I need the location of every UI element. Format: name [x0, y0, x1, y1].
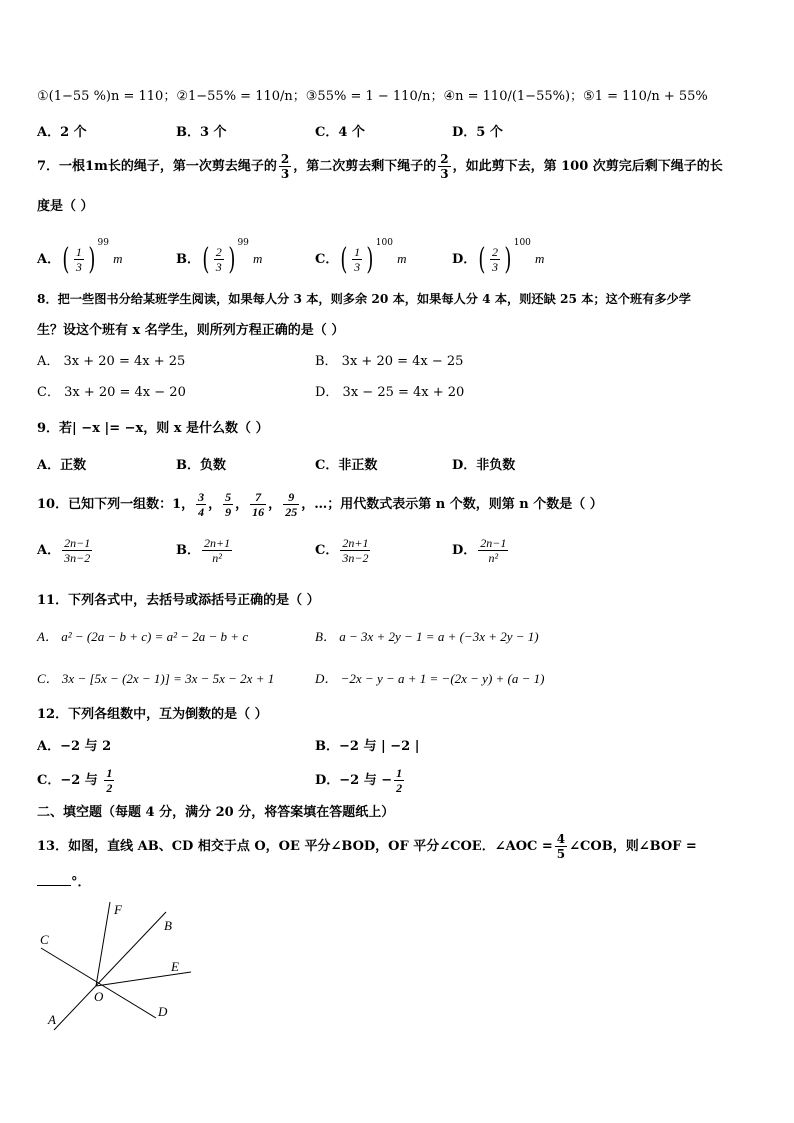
q7-stem-part-c: ，如此剪下去，第 100 次剪完后剩下绳子的长 [452, 159, 723, 174]
q8-option-d[interactable]: D． 3x − 25 = 4x + 20 [315, 385, 465, 400]
q13-figure [36, 900, 206, 1040]
q9-stem: 9．若| −x |= −x，则 x 是什么数（ ） [37, 421, 269, 436]
line-ab [54, 912, 166, 1030]
q7-option-b[interactable]: B．( $\frac{2}{3}$ ) $^{99}$ m [176, 238, 263, 277]
label-e: E [171, 959, 179, 974]
q11-option-c[interactable]: C． 3x − [5x − (2x − 1)] = 3x − 5x − 2x + 1 [37, 671, 275, 686]
q9-option-b[interactable]: B．负数 [176, 458, 226, 473]
ray-oe [96, 972, 191, 986]
q6-option-a[interactable]: A．2 个 [37, 125, 87, 140]
q7-stem-part-a: 7．一根1m长的绳子，第一次剪去绳子的 [37, 159, 277, 174]
q11-option-d[interactable]: D． −2x − y − a + 1 = −(2x − y) + (a − 1) [315, 671, 545, 686]
q9-option-d[interactable]: D．非负数 [452, 458, 516, 473]
q10-option-b[interactable]: B． $\frac{2n+1}{\text{n²}}$ [176, 536, 231, 565]
q12-option-b[interactable]: B．−2 与 | −2 | [315, 739, 420, 754]
q10-fraction-3: $\frac{7}{16}$ [252, 490, 265, 519]
q7-option-d[interactable]: D．( $\frac{2}{3}$ ) $^{100}$ m [452, 238, 545, 277]
q6-option-c[interactable]: C．4 个 [315, 125, 365, 140]
label-a: A [48, 1012, 56, 1027]
q10-stem: 10．已知下列一组数：1， $\frac{3}{4}$ ， $\frac{5}{9}$ ， $\frac{7}{16}$ ， $\frac{9}{25}$ ，…；用代数式表示第 n 个数，则第 n 个数是（ ） [37, 490, 603, 519]
q8-option-a[interactable]: A． 3x + 20 = 4x + 25 [37, 354, 186, 369]
q8-stem-line1: 8．把一些图书分给某班学生阅读，如果每人分 3 本，则多余 20 本，如果每人分 4 本，则还缺 25 本；这个班有多少学 [37, 292, 691, 306]
q12-option-d[interactable]: D．−2 与 − $\frac{1}{2}$ [315, 766, 403, 795]
label-b: B [164, 918, 172, 933]
q10-fraction-1: $\frac{3}{4}$ [198, 490, 205, 519]
q7-stem-line2: 度是（ ） [37, 199, 94, 214]
q9-option-a[interactable]: A．正数 [37, 458, 87, 473]
q12-stem: 12．下列各组数中，互为倒数的是（ ） [37, 707, 268, 722]
q10-stem-part-a: 10．已知下列一组数：1， [37, 497, 195, 512]
q7-fraction-1: $\frac{2}{3}$ [280, 152, 290, 181]
q8-option-c[interactable]: C． 3x + 20 = 4x − 20 [37, 385, 186, 400]
q8-option-b[interactable]: B． 3x + 20 = 4x − 25 [315, 354, 464, 369]
q8-stem-line2: 生？设这个班有 x 名学生，则所列方程正确的是（ ） [37, 323, 345, 338]
label-o: O [94, 989, 104, 1004]
q6-equations: ①(1−55 %)n = 110；②1−55% = 110/n；③55% = 1 − 110/n；④n = 110/(1−55%)；⑤1 = 110/n + 55% [37, 89, 708, 104]
q7-stem-part-b: ，第二次剪去剩下绳子的 [293, 159, 437, 174]
q13-answer-line [37, 874, 91, 892]
q6-option-b[interactable]: B．3 个 [176, 125, 227, 140]
q10-option-c[interactable]: C． $\frac{2n+1}{3n-2}$ [315, 536, 369, 565]
q9-option-c[interactable]: C．非正数 [315, 458, 378, 473]
q13-fraction: $\frac{4}{5}$ [556, 832, 566, 861]
q10-fraction-2: $\frac{5}{9}$ [225, 490, 232, 519]
q10-option-a[interactable]: A． $\frac{2n-1}{3n-2}$ [37, 536, 91, 565]
q13-degree-suffix: °． [71, 875, 91, 890]
q13-stem-part-b: ∠COB，则∠BOF = [569, 839, 697, 854]
q12-option-c[interactable]: C．−2 与 $\frac{1}{2}$ [37, 766, 113, 795]
q13-stem [37, 832, 697, 861]
line-cd [41, 948, 156, 1018]
q11-option-b[interactable]: B． a − 3x + 2y − 1 = a + (−3x + 2y − 1) [315, 629, 539, 644]
q6-option-d[interactable]: D．5 个 [452, 125, 503, 140]
q10-fraction-4: $\frac{9}{25}$ [285, 490, 298, 519]
q13-stem-part-a: 13．如图，直线 AB、CD 相交于点 O，OE 平分∠BOD，OF 平分∠COE．∠AOC = [37, 839, 553, 854]
q10-option-d[interactable]: D． $\frac{2n-1}{\text{n²}}$ [452, 536, 507, 565]
label-f: F [114, 902, 122, 917]
q7-fraction-2: $\frac{2}{3}$ [440, 152, 449, 181]
section-2-heading: 二、填空题（每题 4 分，满分 20 分，将答案填在答题纸上） [37, 805, 395, 820]
q11-stem: 11．下列各式中，去括号或添括号正确的是（ ） [37, 593, 320, 608]
q7-option-c[interactable]: C．( $\frac{1}{3}$ ) $^{100}$ m [315, 238, 407, 277]
q7-option-a[interactable]: A．( $\frac{1}{3}$ ) $^{99}$ m [37, 238, 123, 277]
label-d: D [158, 1004, 168, 1019]
label-c: C [40, 932, 49, 947]
q12-option-a[interactable]: A．−2 与 2 [37, 739, 112, 754]
q13-answer-blank[interactable] [37, 885, 71, 886]
q10-stem-part-b: ，…；用代数式表示第 n 个数，则第 n 个数是（ ） [301, 497, 603, 512]
q11-option-a[interactable]: A． a² − (2a − b + c) = a² − 2a − b + c [37, 629, 249, 644]
q7-stem-line1 [37, 152, 723, 181]
